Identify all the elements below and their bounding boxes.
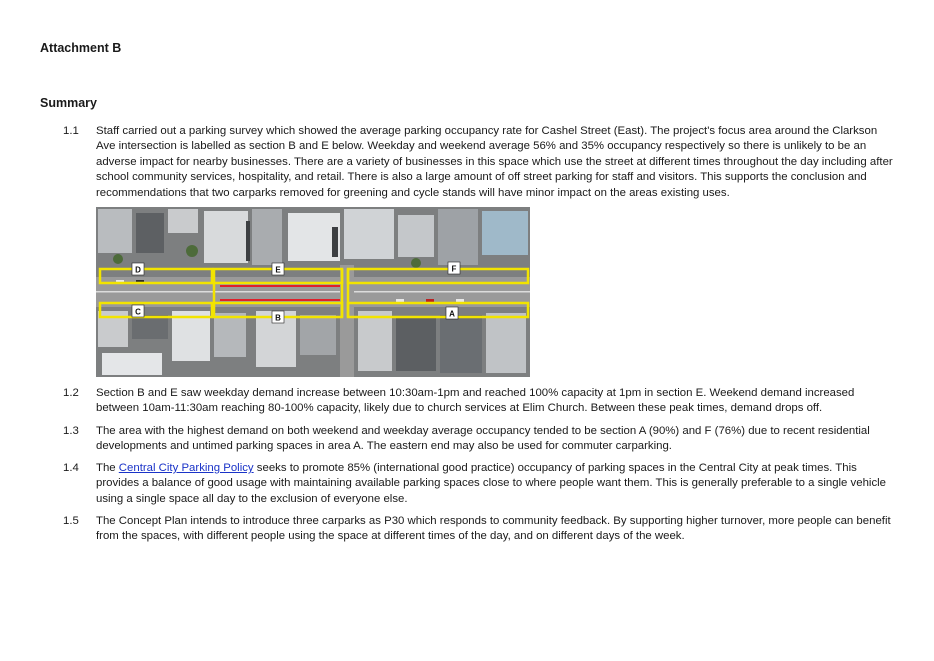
section-label-e: E bbox=[275, 265, 281, 275]
aerial-map-image bbox=[96, 207, 530, 377]
aerial-map-svg bbox=[96, 207, 530, 377]
summary-heading: Summary bbox=[40, 96, 97, 110]
paragraph-1-2 bbox=[63, 386, 898, 417]
paragraph-text: Staff carried out a parking survey which showed the average parking occupancy rate for Cashel Street (East). The project's focus area around the Clarkson Ave intersection is labelled as section B and E below. Weekday and weekend average 56% and 35% occupancy respectively so there is unlikely to be an adverse impact for nearby businesses. There are a variety of businesses in this space which use the street at different times throughout the day including after school community services, hospitality, and retail. There is also a large amount of off street parking for staff and visitors. This supports the conclusion and recommendations that two carparks removed for greening and cycle stands will have minor impact on the areas existing uses. bbox=[96, 125, 893, 199]
central-city-parking-policy-link[interactable]: Central City Parking Policy bbox=[118, 462, 254, 474]
paragraph-number: 1.1 bbox=[63, 125, 79, 137]
section-label-a: A bbox=[449, 309, 455, 319]
paragraph-1-3 bbox=[63, 424, 898, 455]
paragraph-text: The Concept Plan intends to introduce three carparks as P30 which responds to community feedback. By supporting higher turnover, more people can benefit from the spaces, with different people using the space at different times of the day, and on different days of the week. bbox=[96, 515, 891, 543]
section-label-f: F bbox=[451, 264, 457, 274]
paragraph-number: 1.5 bbox=[63, 515, 79, 527]
paragraph-text: Section B and E saw weekday demand increase between 10:30am-1pm and reached 100% capacity at 1pm in section E. Weekend demand increased between 10am-11:30am reaching 80-100% capacity, likely due to church services at Elim Church. Between these peak times, demand drops off. bbox=[96, 387, 855, 415]
paragraph-text: The area with the highest demand on both weekend and weekday average occupancy tended to be section A (90%) and F (76%) due to recent residential developments and untimed parking spaces in area A. The eastern end may also be used for commuter carparking. bbox=[96, 425, 870, 453]
paragraph-text-pre: The bbox=[96, 462, 119, 474]
paragraph-text-rest: seeks to promote 85% (international good practice) occupancy of parking spaces in the Central City at peak times. This provides a balance of good usage with maintaining available parking spaces close to where people want them. This is generally preferable to a single vehicle using a single space all day to the exclusion of everyone else. bbox=[96, 462, 887, 505]
paragraph-1-4 bbox=[63, 461, 898, 507]
section-label-c: C bbox=[135, 307, 141, 317]
attachment-heading: Attachment B bbox=[40, 41, 122, 55]
paragraph-number: 1.3 bbox=[63, 425, 79, 437]
paragraph-1-1 bbox=[63, 124, 898, 201]
paragraph-text bbox=[96, 461, 898, 507]
paragraph-number: 1.4 bbox=[63, 462, 79, 474]
paragraph-number: 1.2 bbox=[63, 387, 79, 399]
paragraph-1-5 bbox=[63, 514, 898, 545]
section-label-d: D bbox=[135, 265, 141, 275]
section-label-b: B bbox=[275, 313, 281, 323]
